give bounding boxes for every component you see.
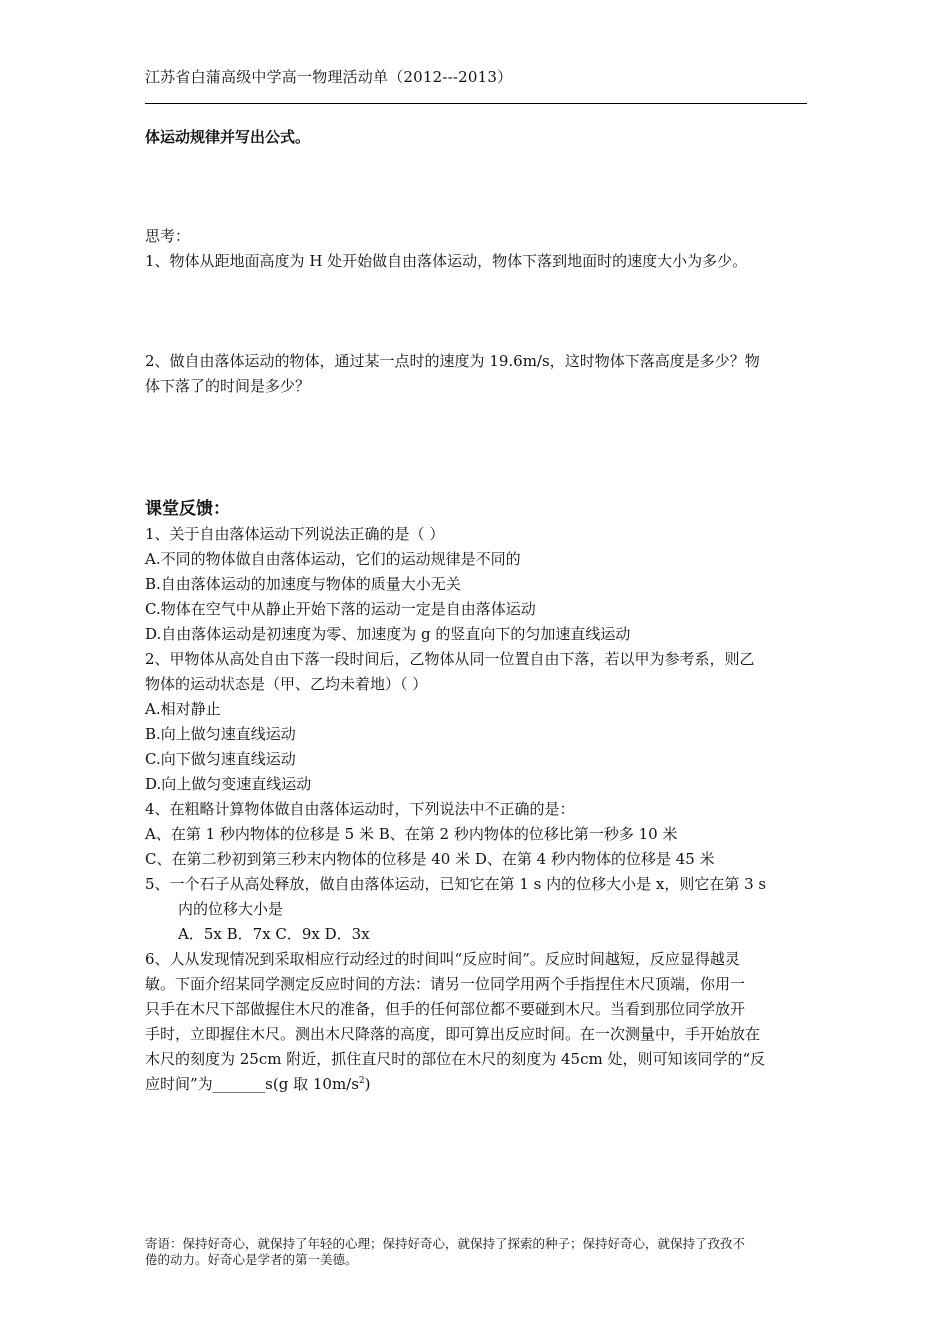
feedback-q1-option-a: A.不同的物体做自由落体运动，它们的运动规律是不同的 <box>145 550 521 568</box>
feedback-q4-options-cd: C、在第二秒初到第三秒末内物体的位移是 40 米 D、在第 4 秒内物体的位移是 45 米 <box>145 850 715 868</box>
page-header-title: 江苏省白蒲高级中学高一物理活动单（2012---2013） <box>145 68 513 86</box>
header-rule <box>145 103 807 104</box>
feedback-q2-line2: 物体的运动状态是（甲、乙均未着地）（ ） <box>145 675 428 693</box>
feedback-q6-superscript: 2 <box>358 1076 365 1086</box>
feedback-q5-line1: 5、一个石子从高处释放，做自由落体运动，已知它在第 1 s 内的位移大小是 x，则它在第 3 s <box>145 875 767 893</box>
feedback-q6-line6-text: 应时间”为_______s(g 取 10m/s <box>145 1075 359 1093</box>
feedback-q1-option-c: C.物体在空气中从静止开始下落的运动一定是自由落体运动 <box>145 600 536 618</box>
intro-line: 体运动规律并写出公式。 <box>145 128 311 146</box>
feedback-q1: 1、关于自由落体运动下列说法正确的是（ ） <box>145 525 445 543</box>
footer-line1: 寄语：保持好奇心，就保持了年轻的心理；保持好奇心，就保持了探索的种子；保持好奇心，就保持了孜孜不 <box>145 1236 746 1251</box>
feedback-q6-line4: 手时，立即握住木尺。测出木尺降落的高度，即可算出反应时间。在一次测量中，手开始放在 <box>145 1025 761 1043</box>
thinking-question-2-line1: 2、做自由落体运动的物体，通过某一点时的速度为 19.6m/s，这时物体下落高度是多少？物 <box>145 352 760 370</box>
feedback-title: 课堂反馈： <box>145 499 230 519</box>
feedback-q4-options-ab: A、在第 1 秒内物体的位移是 5 米 B、在第 2 秒内物体的位移比第一秒多 10 米 <box>145 825 678 843</box>
feedback-q2-option-c: C.向下做匀速直线运动 <box>145 750 296 768</box>
feedback-q4: 4、在粗略计算物体做自由落体运动时，下列说法中不正确的是： <box>145 800 575 818</box>
thinking-label: 思考： <box>145 227 191 245</box>
feedback-q6-line1: 6、人从发现情况到采取相应行动经过的时间叫“反应时间”。反应时间越短，反应显得越灵 <box>145 950 740 968</box>
feedback-q1-option-d: D.自由落体运动是初速度为零、加速度为 g 的竖直向下的匀加速直线运动 <box>145 625 631 643</box>
feedback-q2-line1: 2、甲物体从高处自由下落一段时间后，乙物体从同一位置自由下落，若以甲为参考系，则乙 <box>145 650 755 668</box>
feedback-q2-option-a: A.相对静止 <box>145 700 221 718</box>
feedback-q1-option-b: B.自由落体运动的加速度与物体的质量大小无关 <box>145 575 461 593</box>
feedback-q2-option-d: D.向上做匀变速直线运动 <box>145 775 312 793</box>
feedback-q2-option-b: B.向上做匀速直线运动 <box>145 725 296 743</box>
thinking-question-1: 1、物体从距地面高度为 H 处开始做自由落体运动，物体下落到地面时的速度大小为多少。 <box>145 252 748 270</box>
footer-line2: 倦的动力。好奇心是学者的第一美德。 <box>145 1252 358 1267</box>
feedback-q6-line3: 只手在木尺下部做握住木尺的准备，但手的任何部位都不要碰到木尺。当看到那位同学放开 <box>145 1000 746 1018</box>
feedback-q6-line5: 木尺的刻度为 25cm 附近，抓住直尺时的部位在木尺的刻度为 45cm 处，则可知该同学的“反 <box>145 1050 766 1068</box>
page-footer <box>145 1236 809 1268</box>
feedback-q6-line6 <box>145 1077 371 1092</box>
thinking-question-2-line2: 体下落了的时间是多少？ <box>145 377 311 395</box>
feedback-q5-line2: 内的位移大小是 <box>178 900 284 918</box>
feedback-q5-options: A．5x B．7x C．9x D．3x <box>178 925 370 943</box>
feedback-q6-line6-end: ) <box>364 1075 371 1093</box>
feedback-q6-line2: 敏。下面介绍某同学测定反应时间的方法：请另一位同学用两个手指捏住木尺顶端，你用一 <box>145 975 746 993</box>
